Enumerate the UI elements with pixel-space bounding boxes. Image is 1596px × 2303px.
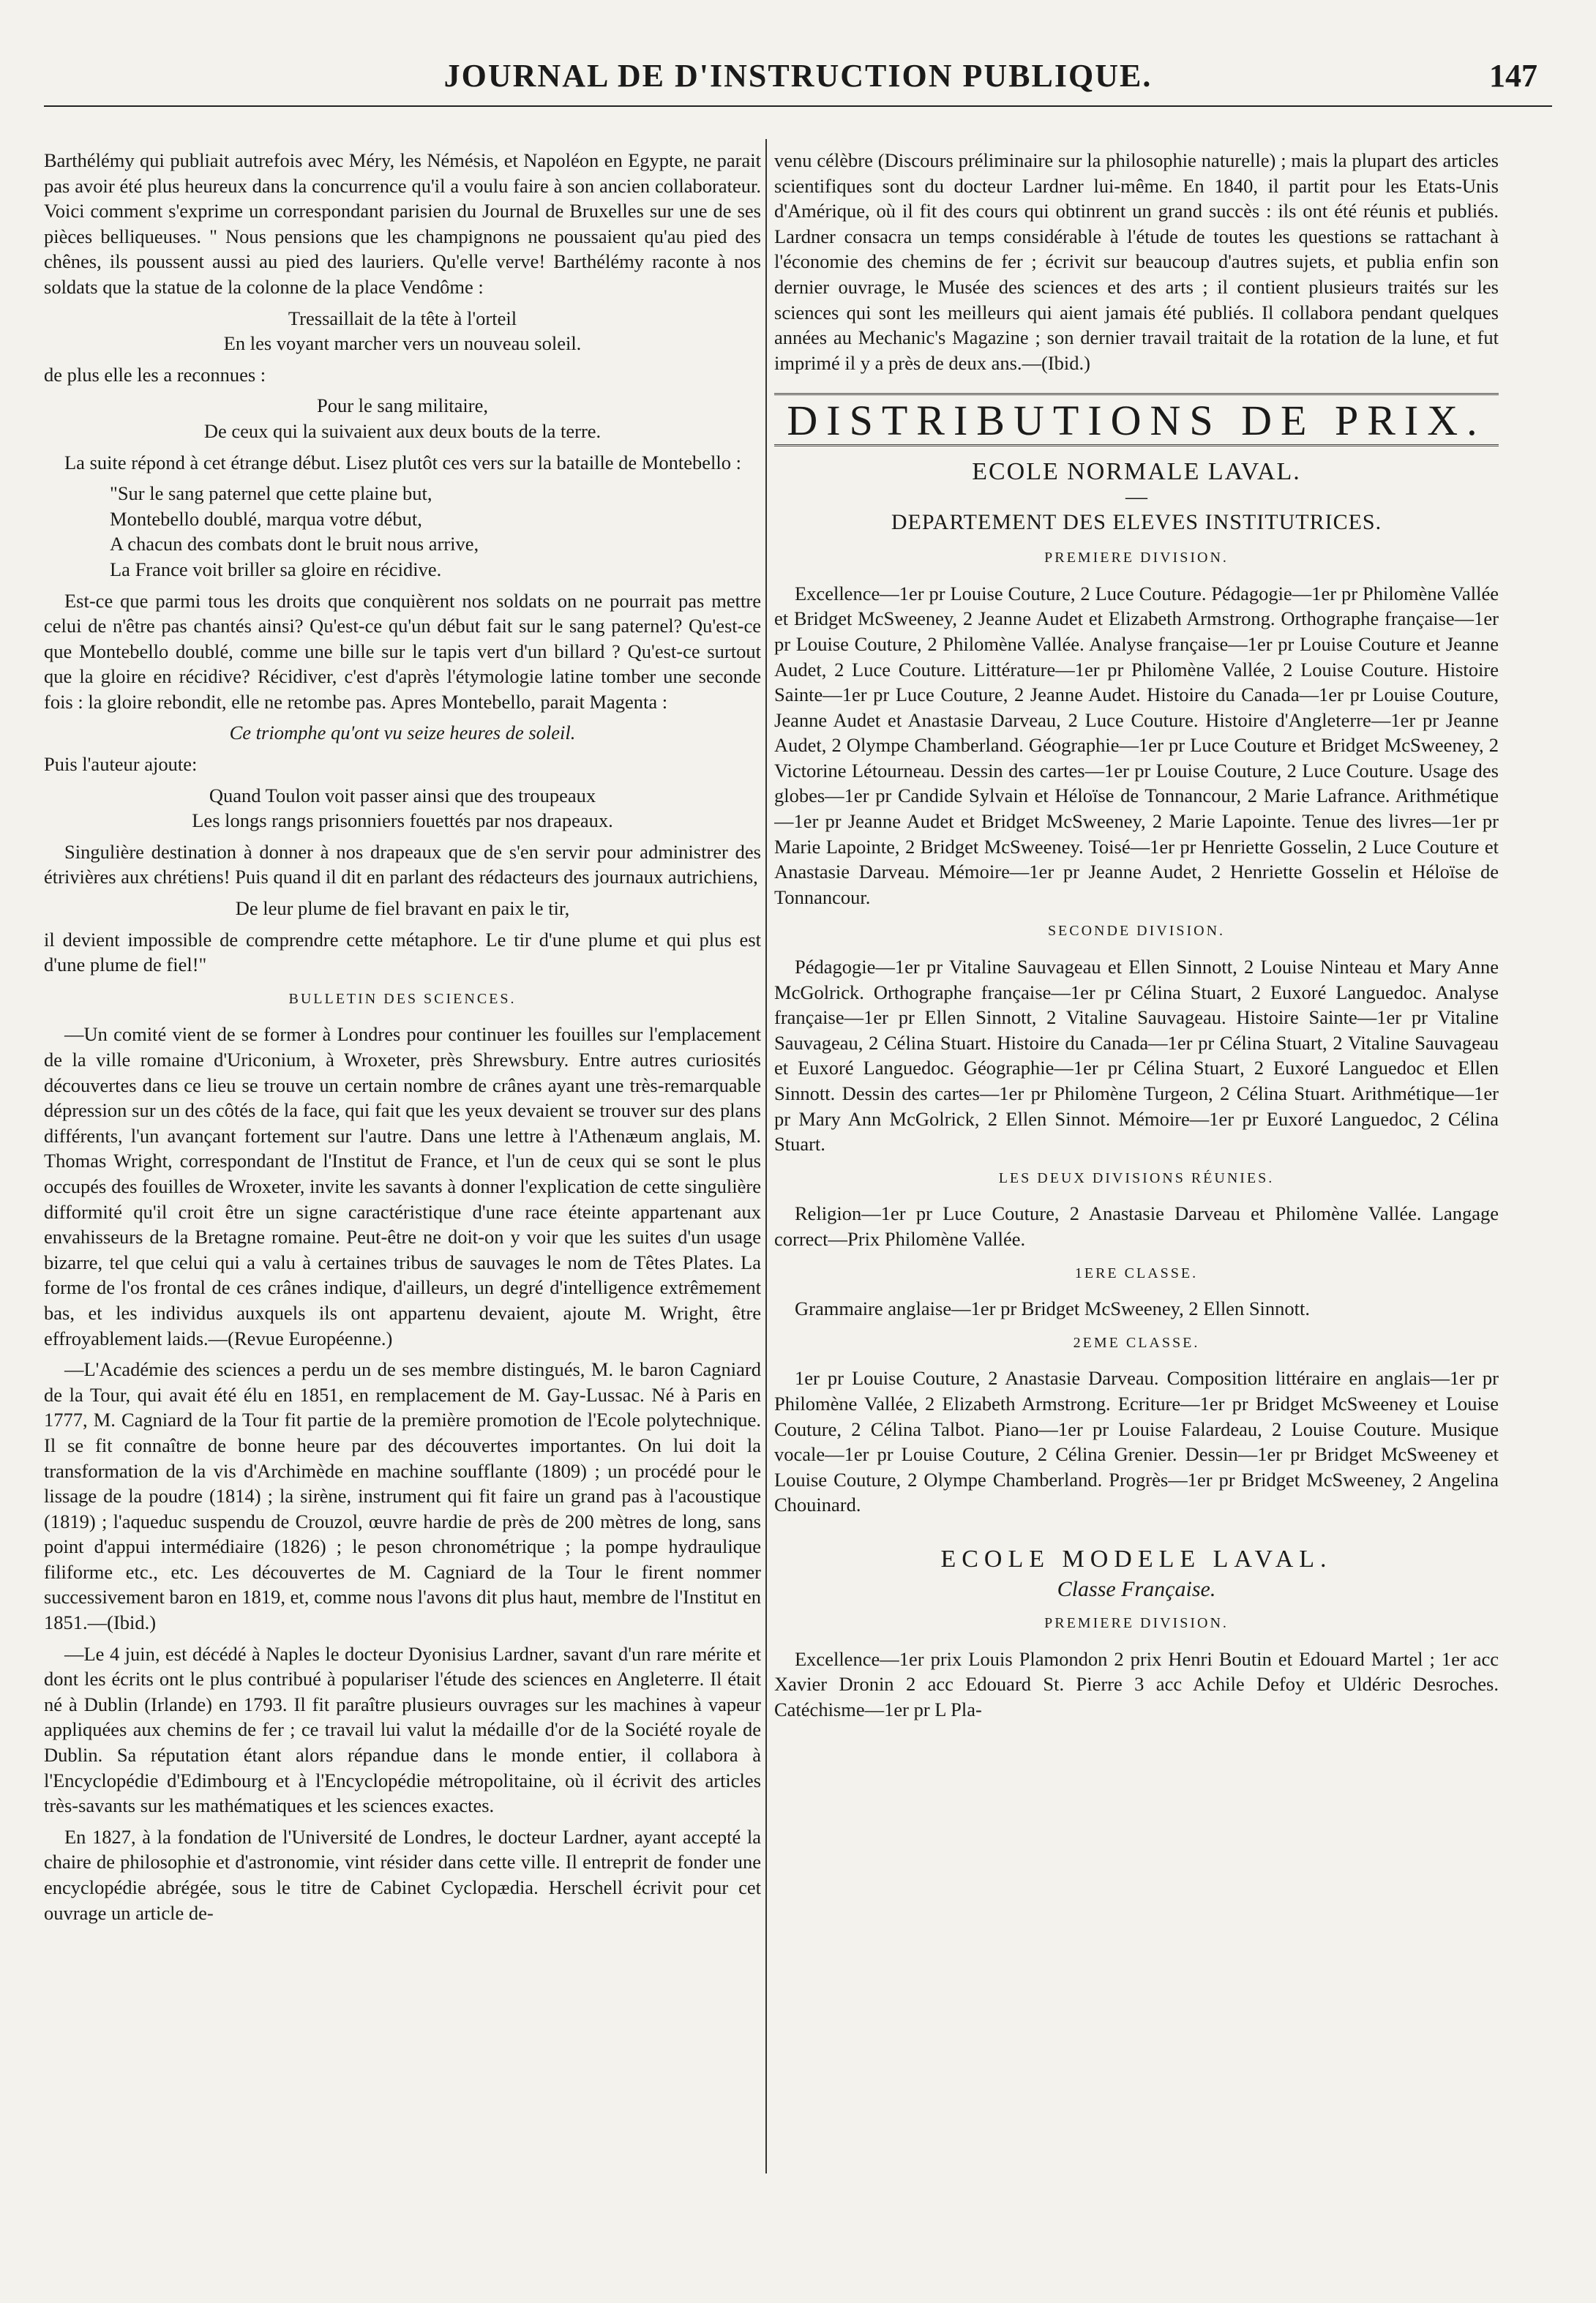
class-heading: 1ERE CLASSE. bbox=[1074, 1265, 1199, 1281]
section-title: DISTRIBUTIONS DE PRIX. bbox=[774, 393, 1499, 446]
verse-line: Quand Toulon voit passer ainsi que des troupeaux bbox=[209, 784, 596, 806]
paragraph: Singulière destination à donner à nos drapeaux que de s'en servir pour administrer des étrivières aux chrétiens! Puis quand il dit en parlant des rédacteurs des journaux autrichiens, bbox=[44, 840, 761, 888]
verse bbox=[44, 783, 761, 834]
prize-list: 1er pr Louise Couture, 2 Anastasie Darveau. Composition littéraire en anglais—1er pr Philomène Vallée, 2 Elizabeth Armstrong. Ecriture—1er pr Bridget McSweeney et Louise Couture, 2 Célina Talbot. Piano—1er pr Louise Falardeau, 2 Louise Couture. Musique vocale—1er pr Louise Couture, 2 Célina Grenier. Dessin—1er pr Bridget McSweeney et Louise Couture, 2 Olympe Chamberland. Progrès—1er pr Bridget McSweeney, 2 Angelina Chouinard. bbox=[774, 1367, 1499, 1516]
verse-line: Tressaillait de la tête à l'orteil bbox=[288, 307, 517, 329]
verse bbox=[44, 481, 761, 582]
paragraph: venu célèbre (Discours préliminaire sur la philosophie naturelle) ; mais la plupart des articles scientifiques sont du docteur Lardner lui-même. En 1840, il partit pour les Etats-Unis d'Amérique, où il fit des cours qui obtinrent un grand succès : ils ont été réunis et publiés. Lardner consacra un temps considérable à l'étude de toutes les questions se rattachant à l'économie des chemins de fer ; écrivit sur beaucoup d'autres sujets, et publia enfin son dernier ouvrage, le Musée des sciences et des arts ; il contient plusieurs traités sur les sciences qui sont les meilleurs qui aient jamais été publiés. Il collabora pendant quelques années au Mechanic's Magazine ; son dernier travail traitait de la rotation de la lune, et fut imprimé il y a près de deux ans.—(Ibid.) bbox=[774, 149, 1499, 374]
division-heading: PREMIERE DIVISION. bbox=[1044, 1615, 1229, 1632]
verse-line: Pour le sang militaire, bbox=[316, 394, 489, 417]
prize-list: Excellence—1er prix Louis Plamondon 2 prix Henri Boutin et Edouard Martel ; 1er acc Xavier Dronin 2 acc Edouard St. Pierre 3 acc Achile Defoy et Uldéric Desroches. Catéchisme—1er pr L Pla- bbox=[774, 1647, 1499, 1720]
journal-title: JOURNAL DE D'INSTRUCTION PUBLIQUE. bbox=[443, 58, 1153, 94]
class-title: Classe Française. bbox=[1057, 1576, 1216, 1601]
paragraph: La suite répond à cet étrange début. Lisez plutôt ces vers sur la bataille de Montebello : bbox=[64, 451, 741, 473]
verse bbox=[44, 393, 761, 443]
division-heading: LES DEUX DIVISIONS RÉUNIES. bbox=[998, 1169, 1275, 1186]
page-number: 147 bbox=[1489, 58, 1537, 94]
verse bbox=[44, 306, 761, 356]
prize-list: Grammaire anglaise—1er pr Bridget McSweeney, 2 Ellen Sinnott. bbox=[795, 1297, 1311, 1320]
verse-line: Montebello doublé, marqua votre début, bbox=[110, 507, 422, 530]
column-divider bbox=[765, 139, 767, 2173]
header-rule bbox=[44, 105, 1552, 107]
verse bbox=[44, 896, 761, 921]
page-header bbox=[44, 57, 1552, 108]
verse-line: A chacun des combats dont le bruit nous arrive, bbox=[110, 533, 479, 555]
paragraph: Est-ce que parmi tous les droits que conquièrent nos soldats on ne pourrait pas mettre celui de n'être pas chantés ainsi? Qu'est-ce qu'un début fait sur le sang paternel? Qu'est-ce que Montebello doublé, comme une bille sur le tapis vert d'un billard ? Qu'est-ce surtout que la gloire en récidive? Récidiver, c'est d'après l'étymologie latine tomber une seconde fois : la gloire rebondit, elle ne retombe pas. Apres Montebello, parait Magenta : bbox=[44, 589, 761, 713]
school-heading: ECOLE NORMALE LAVAL. bbox=[972, 457, 1301, 485]
verse-line: De ceux qui la suivaient aux deux bouts de la terre. bbox=[203, 419, 602, 442]
heading-dash: — bbox=[1125, 484, 1147, 509]
verse-line: Les longs rangs prisonniers fouettés par nos drapeaux. bbox=[192, 809, 613, 832]
verse-line: En les voyant marcher vers un nouveau soleil. bbox=[223, 332, 582, 355]
school-heading: ECOLE MODELE LAVAL. bbox=[940, 1545, 1333, 1573]
paragraph: Puis l'auteur ajoute: bbox=[44, 753, 198, 776]
division-heading: SECONDE DIVISION. bbox=[1047, 923, 1226, 940]
prize-list: Excellence—1er pr Louise Couture, 2 Luce Couture. Pédagogie—1er pr Philomène Vallée et Bridget McSweeney, 2 Jeanne Audet et Elizabeth Armstrong. Orthographe française—1er pr Louise Couture, 2 Philomène Vallée. Analyse française—1er pr Louise Couture et Jeanne Audet, 2 Luce Couture. Littérature—1er pr Philomène Vallée, 2 Louise Couture. Histoire Sainte—1er pr Luce Couture, 2 Jeanne Audet. Histoire du Canada—1er pr Louise Couture, Jeanne Audet et Anastasie Darveau, 2 Luce Couture. Histoire d'Angleterre—1er pr Jeanne Audet, 2 Olympe Chamberland. Géographie—1er pr Luce Couture et Bridget McSweeney, 2 Victorine Létourneau. Dessin des cartes—1er pr Louise Couture, 2 Luce Couture. Usage des globes—1er pr Candide Sylvain et Héloïse de Tonnancour, 2 Marie Lafrance. Arithmétique—1er pr Jeanne Audet et Bridget McSweeney, 2 Marie Lapointe. Tenue des livres—1er pr Marie Lapointe, 2 Bridget McSweeney. Toisé—1er pr Henriette Gosselin, 2 Luce Couture et Anastasie Darveau. Mémoire—1er pr Jeanne Audet, 2 Henriette Gosselin et Héloïse de Tonnancour. bbox=[774, 582, 1499, 908]
bulletin-heading: BULLETIN DES SCIENCES. bbox=[288, 990, 517, 1007]
prize-list: Religion—1er pr Luce Couture, 2 Anastasie Darveau et Philomène Vallée. Langage correct—Prix Philomène Vallée. bbox=[774, 1202, 1499, 1250]
department-heading: DEPARTEMENT DES ELEVES INSTITUTRICES. bbox=[891, 509, 1382, 534]
verse bbox=[44, 720, 761, 746]
verse-line: De leur plume de fiel bravant en paix le tir, bbox=[235, 897, 570, 920]
paragraph: Barthélémy qui publiait autrefois avec Méry, les Némésis, et Napoléon en Egypte, ne parait pas avoir été plus heureux dans la concurrence qu'il a voulu faire à son ancien collaborateur. Voici comment s'exprime un correspondant parisien du Journal de Bruxelles sur une de ses pièces belliqueuses. " Nous pensions que les champignons ne poussaient qu'au pied des chênes, ils poussent aussi au pied des lauriers. Qu'elle verve! Barthélémy raconte à nos soldats que la statue de la colonne de la place Vendôme : bbox=[44, 149, 761, 298]
verse-line: "Sur le sang paternel que cette plaine but, bbox=[110, 482, 432, 505]
paragraph: En 1827, à la fondation de l'Université de Londres, le docteur Lardner, ayant accepté la chaire de philosophie et d'astronomie, vint résider dans cette ville. Il entreprit de fonder une encyclopédie abrégée, sous le titre de Cabinet Cyclopædia. Herschell écrivit pour cet ouvrage un article de- bbox=[44, 1825, 761, 1924]
prize-list: Pédagogie—1er pr Vitaline Sauvageau et Ellen Sinnott, 2 Louise Ninteau et Mary Anne McGolrick. Orthographe française—1er pr Célina Stuart, 2 Euxoré Languedoc. Analyse française—1er pr Ellen Sinnott, 2 Vitaline Sauvageau. Histoire Sainte—1er pr Vitaline Sauvageau, 2 Célina Stuart. Histoire du Canada—1er pr Célina Stuart, 2 Vitaline Sauvageau et Euxoré Languedoc. Géographie—1er pr Célina Stuart, 2 Euxoré Languedoc et Ellen Sinnott. Dessin des cartes—1er pr Philomène Turgeon, 2 Célina Stuart. Arithmétique—1er pr Mary Ann McGolrick, 2 Ellen Sinnot. Mémoire—1er pr Euxoré Languedoc, 2 Célina Stuart. bbox=[774, 956, 1499, 1156]
paragraph: —Le 4 juin, est décédé à Naples le docteur Dyonisius Lardner, savant d'un rare mérite et dont les écrits ont le plus contribué à populariser l'étude des sciences en Angleterre. Il était né à Dublin (Irlande) en 1793. Il fit paraître plusieurs ouvrages sur les machines à vapeur appliquées aux chemins de fer ; ce travail lui valut la médaille d'or de la Société royale de Dublin. Sa réputation étant alors répandue dans le monde entier, il collabora à l'Encyclopédie d'Edimbourg et à l'Encyclopédie métropolitaine, où il écrivit des articles très-savants sur les mathématiques et les sciences exactes. bbox=[44, 1642, 761, 1817]
left-column bbox=[44, 148, 761, 2175]
verse-line: La France voit briller sa gloire en récidive. bbox=[110, 558, 442, 580]
division-heading: PREMIERE DIVISION. bbox=[1044, 550, 1229, 566]
paragraph: —L'Académie des sciences a perdu un de ses membre distingués, M. le baron Cagniard de la Tour, qui avait été élu en 1851, en remplacement de M. Gay-Lussac. Né à Paris en 1777, M. Cagniard de la Tour fit partie de la première promotion de l'Ecole polytechnique. Il se fit connaître de bonne heure par des découvertes importantes. On lui doit la transformation de la vis d'Archimède en machine soufflante (1809) ; un procédé pour le lissage de la poudre (1814) ; la sirène, instrument qui fit faire un grand pas à l'acoustique (1819) ; l'aqueduc suspendu de Crouzol, œuvre hardie de près de 200 mètres de long, sans point d'appui intermédiaire (1826) ; le peson chronométrique ; la pompe hydraulique filiforme etc., etc. Les découvertes de M. Cagniard de la Tour le firent nommer successivement baron en 1819, et, comme nous l'avons dit plus haut, membre de l'Institut en 1851.—(Ibid.) bbox=[44, 1358, 761, 1634]
class-heading: 2EME CLASSE. bbox=[1073, 1334, 1200, 1351]
paragraph: il devient impossible de comprendre cette métaphore. Le tir d'une plume et qui plus est d'une plume de fiel!" bbox=[44, 928, 761, 976]
paragraph: de plus elle les a reconnues : bbox=[44, 363, 266, 386]
paragraph: —Un comité vient de se former à Londres pour continuer les fouilles sur l'emplacement de la ville romaine d'Uriconium, à Wroxeter, près Shrewsbury. Entre autres curiosités découvertes dans ce lieu se trouve un certain nombre de crânes ayant une très-remarquable dépression sur un des côtés de la face, qui fait que les yeux devaient se trouver sur des plans différents, l'un avançant fortement sur l'autre. Dans une lettre à l'Athenæum anglais, M. Thomas Wright, correspondant de l'Institut de France, et l'un de ceux qui se sont le plus occupés des fouilles de Wroxeter, invite les savants à donner l'explication de cette singulière difformité qu'il croit être un signe caractéristique d'une race éteinte appartenant aux envahisseurs de la Bretagne romaine. Peut-être ne doit-on y voir que les suites d'un usage bizarre, tel que celui qui a valu à certaines tribus de sauvages le nom de Têtes Plates. La forme de l'os frontal de ces crânes indique, d'ailleurs, un degré d'intelligence extrêmement bas, et les individus auxquels ils ont appartenu devaient, ajoute M. Wright, être effroyablement laids.—(Revue Européenne.) bbox=[44, 1023, 761, 1349]
right-column bbox=[774, 148, 1499, 2175]
verse-line: Ce triomphe qu'ont vu seize heures de soleil. bbox=[229, 722, 576, 744]
